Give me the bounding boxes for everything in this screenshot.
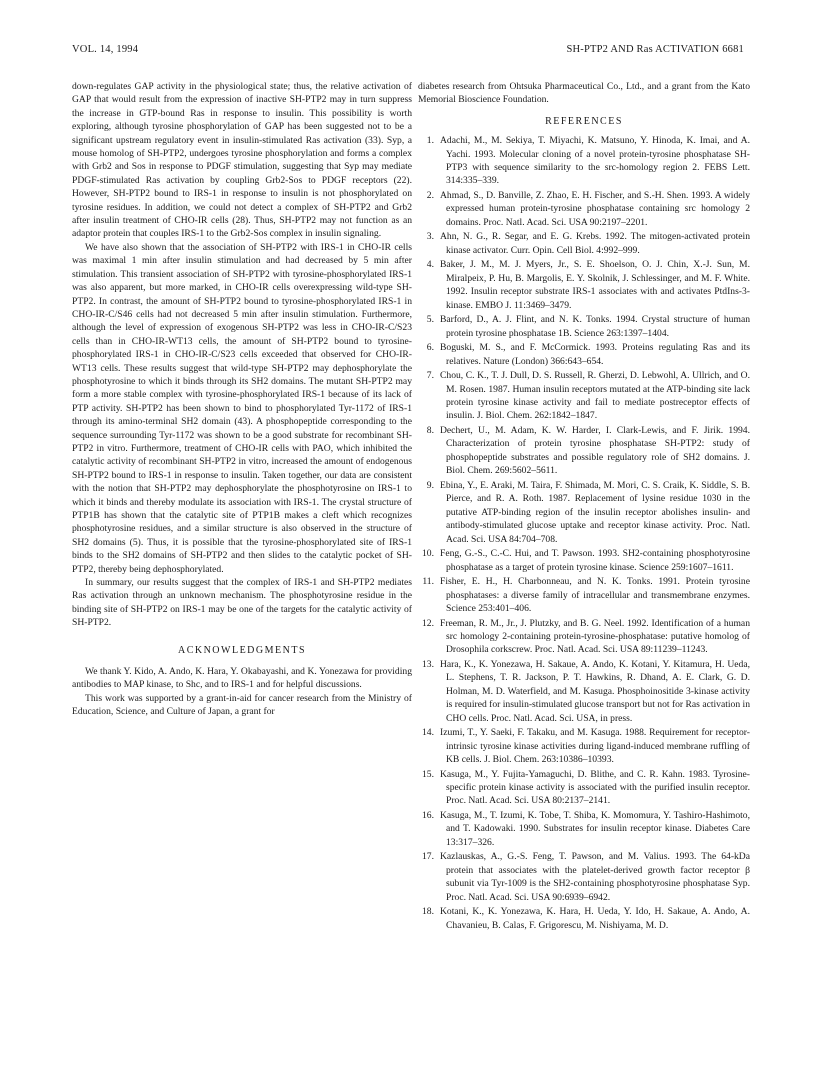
reference-item xyxy=(418,850,750,904)
reference-number: 9. xyxy=(426,479,434,491)
reference-number: 8. xyxy=(426,425,434,437)
reference-item xyxy=(418,479,750,546)
reference-text: Izumi, T., Y. Saeki, F. Takaku, and M. Kasuga. 1988. Requirement for receptor-intrinsic tyrosine kinase activities during ligand-induced membrane ruffling of KB cells. J. Biol. Chem. 263:10386–10393. xyxy=(440,727,750,765)
reference-number: 6. xyxy=(426,342,434,354)
reference-item xyxy=(418,134,750,188)
reference-number: 17. xyxy=(422,851,434,863)
reference-text: Freeman, R. M., Jr., J. Plutzky, and B. G. Neel. 1992. Identification of a human src homology 2-containing protein-tyrosine-phosphatase: putative homolog of Drosophila corkscrew. Proc. Natl. Acad. Sci. USA 89:11239–11243. xyxy=(440,617,750,656)
reference-item xyxy=(418,341,750,368)
acknowledgments-paragraph: This work was supported by a grant-in-aid for cancer research from the Ministry of Education, Science, and Culture of Japan, a grant for xyxy=(72,692,412,718)
reference-text: Ahn, N. G., R. Segar, and E. G. Krebs. 1992. The mitogen-activated protein kinase activator. Curr. Opin. Cell Biol. 4:992–999. xyxy=(440,231,750,256)
body-paragraph: We have also shown that the association of SH-PTP2 with IRS-1 in CHO-IR cells was maximal 1 min after insulin stimulation and had decreased by 5 min after stimulation. This transient association of SH-PTP2 with tyrosine-phosphorylated IRS-1 was also apparent, but more marked, in CHO-IR cells overexpressing wild-type SH-PTP2. In contrast, the amount of SH-PTP2 bound to tyrosine-phosphorylated IRS-1 in CHO-IR-C/S46 cells had not decreased 5 min after insulin stimulation. Furthermore, although the level of expression of exogenous SH-PTP2 was less in CHO-IR-C/S23 cells than in CHO-IR-WT13 cells, the amount of SH-PTP2 bound to tyrosine-phosphorylated IRS-1 in CHO-IR-C/S23 cells exceeded that observed for CHO-IR-WT13 cells. These results suggest that wild-type SH-PTP2 may dephosphorylate the phosphotyrosine to which it binds through its SH2 domains. The mutant SH-PTP2 may form a more stable complex with tyrosine-phosphorylated IRS-1 because of its lack of PTP activity. SH-PTP2 has been shown to bind to phosphorylated Tyr-1172 of IRS-1 through its amino-terminal SH2 domain (43). A phosphopeptide corresponding to the sequence surrounding Tyr-1172 was shown to be a good substrate for recombinant SH-PTP2 in vitro. Furthermore, treatment of CHO-IR cells with PAO, which inhibited the catalytic activity of recombinant SH-PTP2 in vitro, increased the amount of endogenous SH-PTP2 bound to IRS-1 in response to insulin. Taken together, our data are consistent with the notion that SH-PTP2 may dephosphorylate the phosphotyrosine on IRS-1 to which it binds and thereby modulate its association with IRS-1. The crystal structure of PTP1B has shown that the catalytic site of PTP1B makes a cleft which recognizes phosphotyrosine residues, and a similar structure is also observed in the structure of SH2 domains (5). Thus, it is possible that the tyrosine-phosphorylated site of IRS-1 binds to the SH2 domains of SH-PTP2 and then slides to the catalytic pocket of SH-PTP2, thereby being dephosphorylated. xyxy=(72,241,412,575)
reference-text: Hara, K., K. Yonezawa, H. Sakaue, A. Ando, K. Kotani, Y. Kitamura, H. Ueda, L. Stephens, T. R. Jackson, P. T. Hawkins, R. Dhand, A. E. Clark, G. D. Holman, M. D. Waterfield, and M. Kasuga. Phosphoinositide 3-kinase activity is required for insulin-stimulated glucose transport but not for Ras activation in CHO cells. Proc. Natl. Acad. Sci. USA, in press. xyxy=(440,658,751,724)
reference-list xyxy=(418,134,750,932)
reference-text: Kotani, K., K. Yonezawa, K. Hara, H. Ueda, Y. Ido, H. Sakaue, A. Ando, A. Chavanieu, B. Calas, F. Grigorescu, M. Nishiyama, M. D. xyxy=(440,906,750,931)
acknowledgments-paragraph: We thank Y. Kido, A. Ando, K. Hara, Y. Okabayashi, and K. Yonezawa for providing antibodies to MAP kinase, to Shc, and to IRS-1 and for helpful discussions. xyxy=(72,666,412,691)
reference-item xyxy=(418,768,750,808)
reference-item xyxy=(418,258,750,312)
reference-number: 4. xyxy=(426,259,434,271)
reference-text: Kasuga, M., Y. Fujita-Yamaguchi, D. Blithe, and C. R. Kahn. 1983. Tyrosine-specific protein kinase activity is associated with the purified insulin receptor. Proc. Natl. Acad. Sci. USA 80:2137–2141. xyxy=(440,768,750,807)
right-column xyxy=(418,80,750,933)
reference-text: Kazlauskas, A., G.-S. Feng, T. Pawson, and M. Valius. 1993. The 64-kDa protein that associates with the platelet-derived growth factor receptor β subunit via Tyr-1009 is the SH2-containing phosphotyrosine phosphatase Syp. Proc. Natl. Acad. Sci. USA 90:6939–6942. xyxy=(440,851,750,903)
reference-number: 15. xyxy=(422,768,434,780)
running-header-title-page: SH-PTP2 AND Ras ACTIVATION 6681 xyxy=(566,44,744,55)
reference-item xyxy=(418,658,750,725)
reference-item xyxy=(418,617,750,657)
reference-number: 12. xyxy=(422,617,434,629)
reference-item xyxy=(418,809,750,849)
reference-number: 7. xyxy=(426,370,434,382)
reference-text: Feng, G.-S., C.-C. Hui, and T. Pawson. 1993. SH2-containing phosphotyrosine phosphatase as a target of protein tyrosine kinase. Science 259:1607–1611. xyxy=(440,548,750,573)
reference-number: 13. xyxy=(422,658,434,670)
reference-text: Fisher, E. H., H. Charbonneau, and N. K. Tonks. 1991. Protein tyrosine phosphatases: a diverse family of intracellular and transmembrane enzymes. Science 253:401–406. xyxy=(440,576,750,614)
reference-text: Boguski, M. S., and F. McCormick. 1993. Proteins regulating Ras and its relatives. Nature (London) 366:643–654. xyxy=(440,342,750,367)
reference-text: Kasuga, M., T. Izumi, K. Tobe, T. Shiba, K. Momomura, Y. Tashiro-Hashimoto, and T. Kadowaki. 1990. Substrates for insulin receptor kinase. Diabetes Care 13:317–326. xyxy=(440,809,750,848)
left-column xyxy=(72,80,412,719)
reference-item xyxy=(418,189,750,229)
reference-number: 10. xyxy=(422,548,434,560)
reference-item xyxy=(418,575,750,615)
reference-item xyxy=(418,230,750,257)
body-paragraph: In summary, our results suggest that the complex of IRS-1 and SH-PTP2 mediates Ras activation through an unknown mechanism. The phosphotyrosine residue in the binding site of SH-PTP2 on IRS-1 may be one of the targets for the catalytic activity of SH-PTP2. xyxy=(72,577,412,629)
reference-item xyxy=(418,369,750,423)
references-heading: REFERENCES xyxy=(545,115,623,127)
reference-number: 3. xyxy=(426,231,434,243)
acknowledgments-heading: ACKNOWLEDGMENTS xyxy=(177,644,307,656)
reference-text: Adachi, M., M. Sekiya, T. Miyachi, K. Matsuno, Y. Hinoda, K. Imai, and A. Yachi. 1993. Molecular cloning of a novel protein-tyrosine phosphatase SH-PTP3 with sequence similarity to the src-homology region 2. FEBS Lett. 314:335–339. xyxy=(440,135,750,187)
reference-text: Baker, J. M., M. J. Myers, Jr., S. E. Shoelson, O. J. Chin, X.-J. Sun, M. Miralpeix, P. Hu, B. Margolis, E. Y. Skolnik, J. Schlessinger, and M. F. White. 1992. Insulin receptor substrate IRS-1 associates with and activates PtdIns-3-kinase. EMBO J. 11:3469–3479. xyxy=(440,259,750,311)
reference-number: 14. xyxy=(422,727,434,739)
reference-number: 1. xyxy=(426,135,434,147)
reference-text: Dechert, U., M. Adam, K. W. Harder, I. Clark-Lewis, and F. Jirik. 1994. Characterization of protein tyrosine phosphatase SH-PTP2: study of phosphopeptide substrates and possible regulatory role of SH2 domains. J. Biol. Chem. 269:5602–5611. xyxy=(440,425,750,477)
reference-number: 18. xyxy=(422,906,434,918)
reference-text: Ahmad, S., D. Banville, Z. Zhao, E. H. Fischer, and S.-H. Shen. 1993. A widely expressed human protein-tyrosine phosphatase containing src homology 2 domains. Proc. Natl. Acad. Sci. USA 90:2197–2201. xyxy=(440,190,750,228)
reference-item xyxy=(418,547,750,574)
reference-item xyxy=(418,726,750,766)
reference-item xyxy=(418,424,750,478)
running-header-volume: VOL. 14, 1994 xyxy=(72,44,139,55)
reference-text: Chou, C. K., T. J. Dull, D. S. Russell, R. Gherzi, D. Lebwohl, A. Ullrich, and O. M. Rosen. 1987. Human insulin receptors mutated at the ATP-binding site lack protein tyrosine kinase activity and fail to mediate postreceptor effects of insulin. J. Biol. Chem. 262:1842–1847. xyxy=(440,370,750,422)
reference-number: 16. xyxy=(422,809,434,821)
reference-number: 2. xyxy=(426,190,434,202)
reference-text: Ebina, Y., E. Araki, M. Taira, F. Shimada, M. Mori, C. S. Craik, K. Siddle, S. B. Pierce, and R. A. Roth. 1987. Replacement of lysine residue 1030 in the putative ATP-binding region of the insulin receptor abolishes insulin- and antibody-stimulated glucose uptake and receptor kinase activity. Proc. Natl. Acad. Sci. USA 84:704–708. xyxy=(440,479,750,545)
reference-text: Barford, D., A. J. Flint, and N. K. Tonks. 1994. Crystal structure of human protein tyrosine phosphatase 1B. Science 263:1397–1404. xyxy=(440,314,750,339)
body-paragraph: down-regulates GAP activity in the physiological state; thus, the relative activation of GAP that would result from the expression of inactive SH-PTP2 may in turn suppress the increase in GTP-bound Ras in response to insulin. This possibility is worth exploring, although tyrosine phosphorylation of GAP has been suggested not to be a significant upstream regulatory event in insulin-stimulated Ras activation (33). Syp, a mouse homolog of SH-PTP2, undergoes tyrosine phosphorylation and forms a complex with Grb2 and Sos in response to PDGF stimulation, suggesting that Syp may mediate PDGF-stimulated Ras activation by coupling Grb2-Sos to PDGF receptors (22). However, SH-PTP2 bound to IRS-1 in response to insulin is not phosphorylated on tyrosine residues. In addition, we could not detect a complex of SH-PTP2 and Grb2 after insulin treatment of CHO-IR cells (28). Thus, SH-PTP2 may not function as an adaptor protein that couples IRS-1 to the Grb2-Sos complex in insulin signaling. xyxy=(72,81,412,240)
acknowledgments-continuation: diabetes research from Ohtsuka Pharmaceutical Co., Ltd., and a grant from the Kato Memorial Bioscience Foundation. xyxy=(418,81,750,106)
reference-item xyxy=(418,313,750,340)
reference-number: 5. xyxy=(426,314,434,326)
reference-item xyxy=(418,905,750,932)
reference-number: 11. xyxy=(422,576,434,588)
